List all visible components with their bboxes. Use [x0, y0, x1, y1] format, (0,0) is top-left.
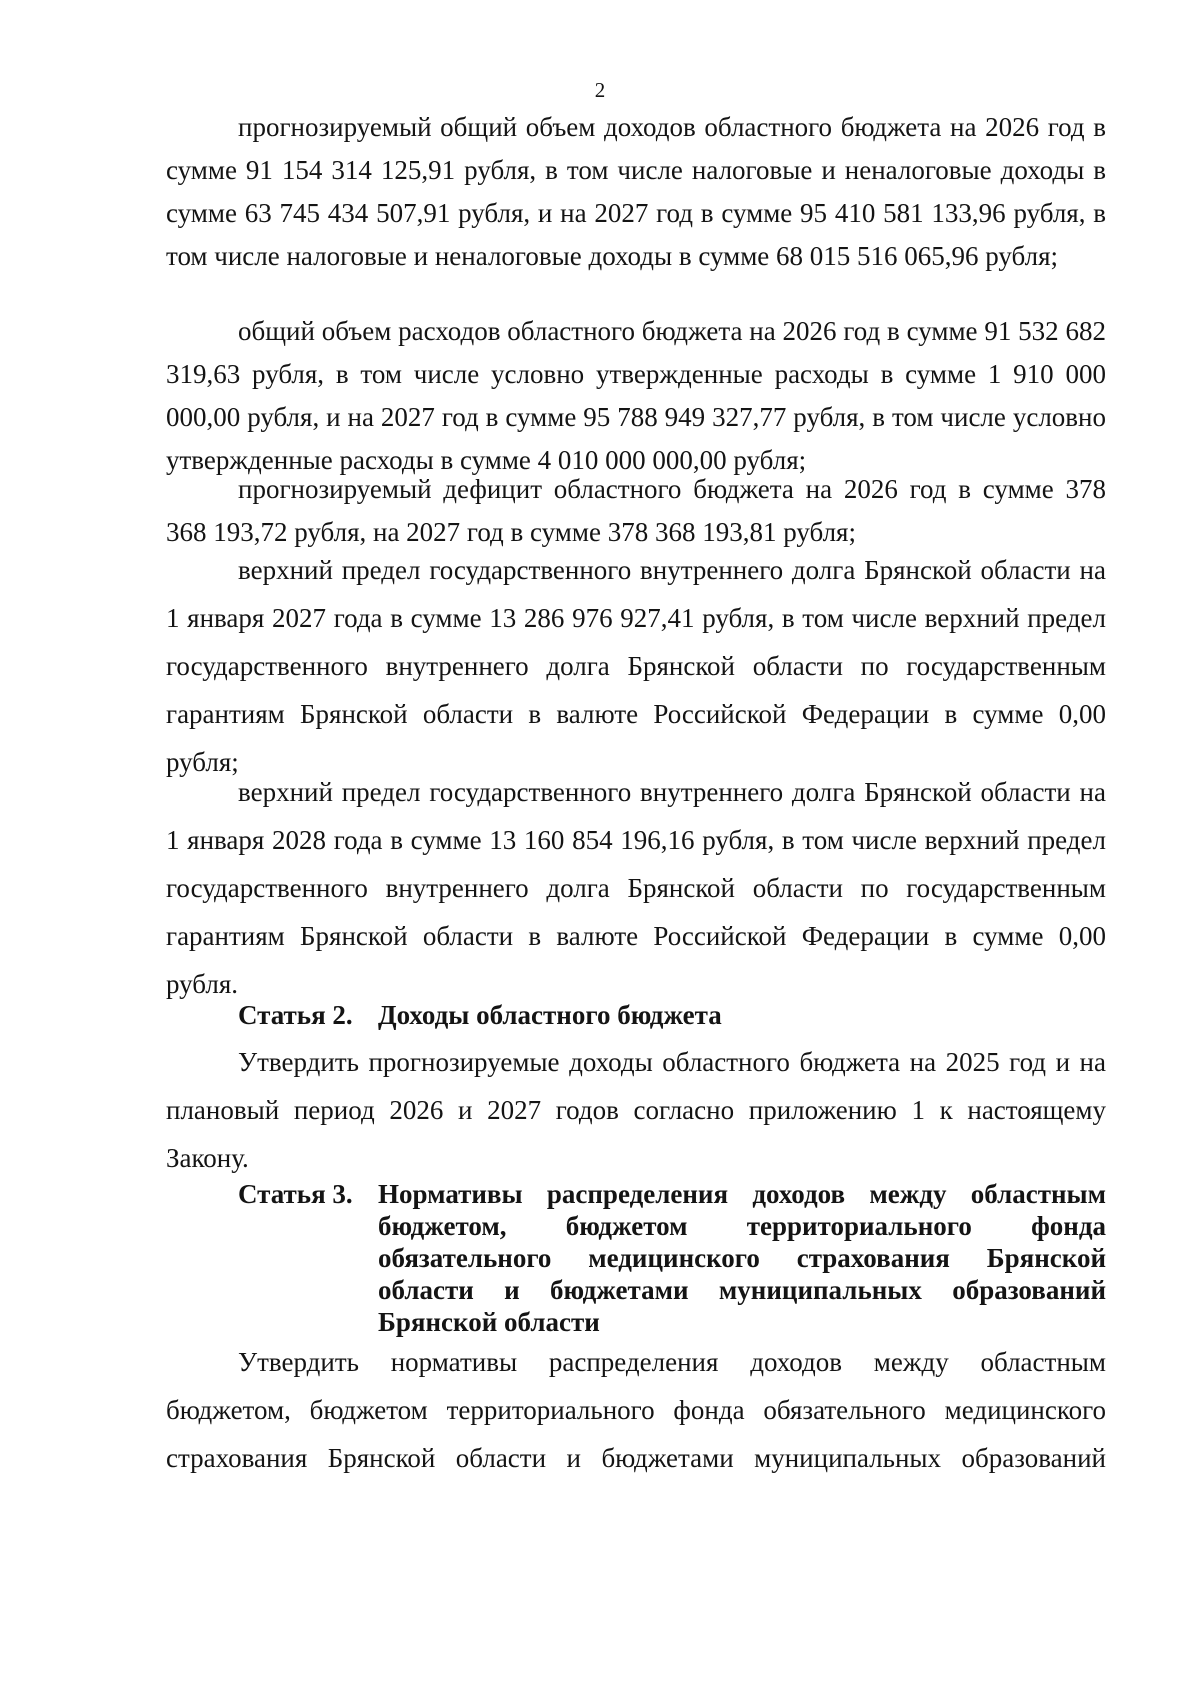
article-2-text: Утвердить прогнозируемые доходы областного бюджета на 2025 год и на плановый период 2026 и 2027 годов согласно приложению 1 к настоящему Закону. — [166, 1047, 1106, 1173]
page-number: 2 — [594, 78, 606, 102]
article-3-text: Утвердить нормативы распределения доходов между областным бюджетом, бюджетом территориального фонда обязательного медицинского страхования Брянской области и бюджетами муниципальных образований — [166, 1347, 1106, 1473]
paragraph-deficit: прогнозируемый дефицит областного бюджета на 2026 год в сумме 378 368 193,72 рубля, на 2027 год в сумме 378 368 193,81 рубля; — [166, 474, 1106, 547]
article-3-label: Статья 3. — [238, 1179, 353, 1209]
article-2-title: Доходы областного бюджета — [378, 1000, 722, 1030]
article-3-title: Нормативы распределения доходов между областным бюджетом, бюджетом территориального фонда обязательного медицинского страхования Брянской области и бюджетами муниципальных образований Брянской области — [378, 1179, 1106, 1337]
paragraph-debt-limit-2027: верхний предел государственного внутреннего долга Брянской области на 1 января 2027 года в сумме 13 286 976 927,41 рубля, в том числе верхний предел государственного внутреннего долга Брянской области по государственным гарантиям Брянской области в валюте Российской Федерации в сумме 0,00 рубля; — [166, 555, 1106, 777]
paragraph-expenditures: общий объем расходов областного бюджета на 2026 год в сумме 91 532 682 319,63 рубля, в том числе условно утвержденные расходы в сумме 1 910 000 000,00 рубля, и на 2027 год в сумме 95 788 949 327,77 рубля, в том числе условно утвержденные расходы в сумме 4 010 000 000,00 рубля; — [166, 316, 1106, 475]
article-2-heading — [238, 999, 1106, 1031]
article-3-heading — [238, 1178, 1106, 1338]
article-2-label: Статья 2. — [238, 1000, 353, 1030]
paragraph-revenue-forecast: прогнозируемый общий объем доходов областного бюджета на 2026 год в сумме 91 154 314 125,91 рубля, в том числе налоговые и неналоговые доходы в сумме 63 745 434 507,91 рубля, и на 2027 год в сумме 95 410 581 133,96 рубля, в том числе налоговые и неналоговые доходы в сумме 68 015 516 065,96 рубля; — [166, 112, 1106, 271]
paragraph-debt-limit-2028: верхний предел государственного внутреннего долга Брянской области на 1 января 2028 года в сумме 13 160 854 196,16 рубля, в том числе верхний предел государственного внутреннего долга Брянской области по государственным гарантиям Брянской области в валюте Российской Федерации в сумме 0,00 рубля. — [166, 777, 1106, 999]
